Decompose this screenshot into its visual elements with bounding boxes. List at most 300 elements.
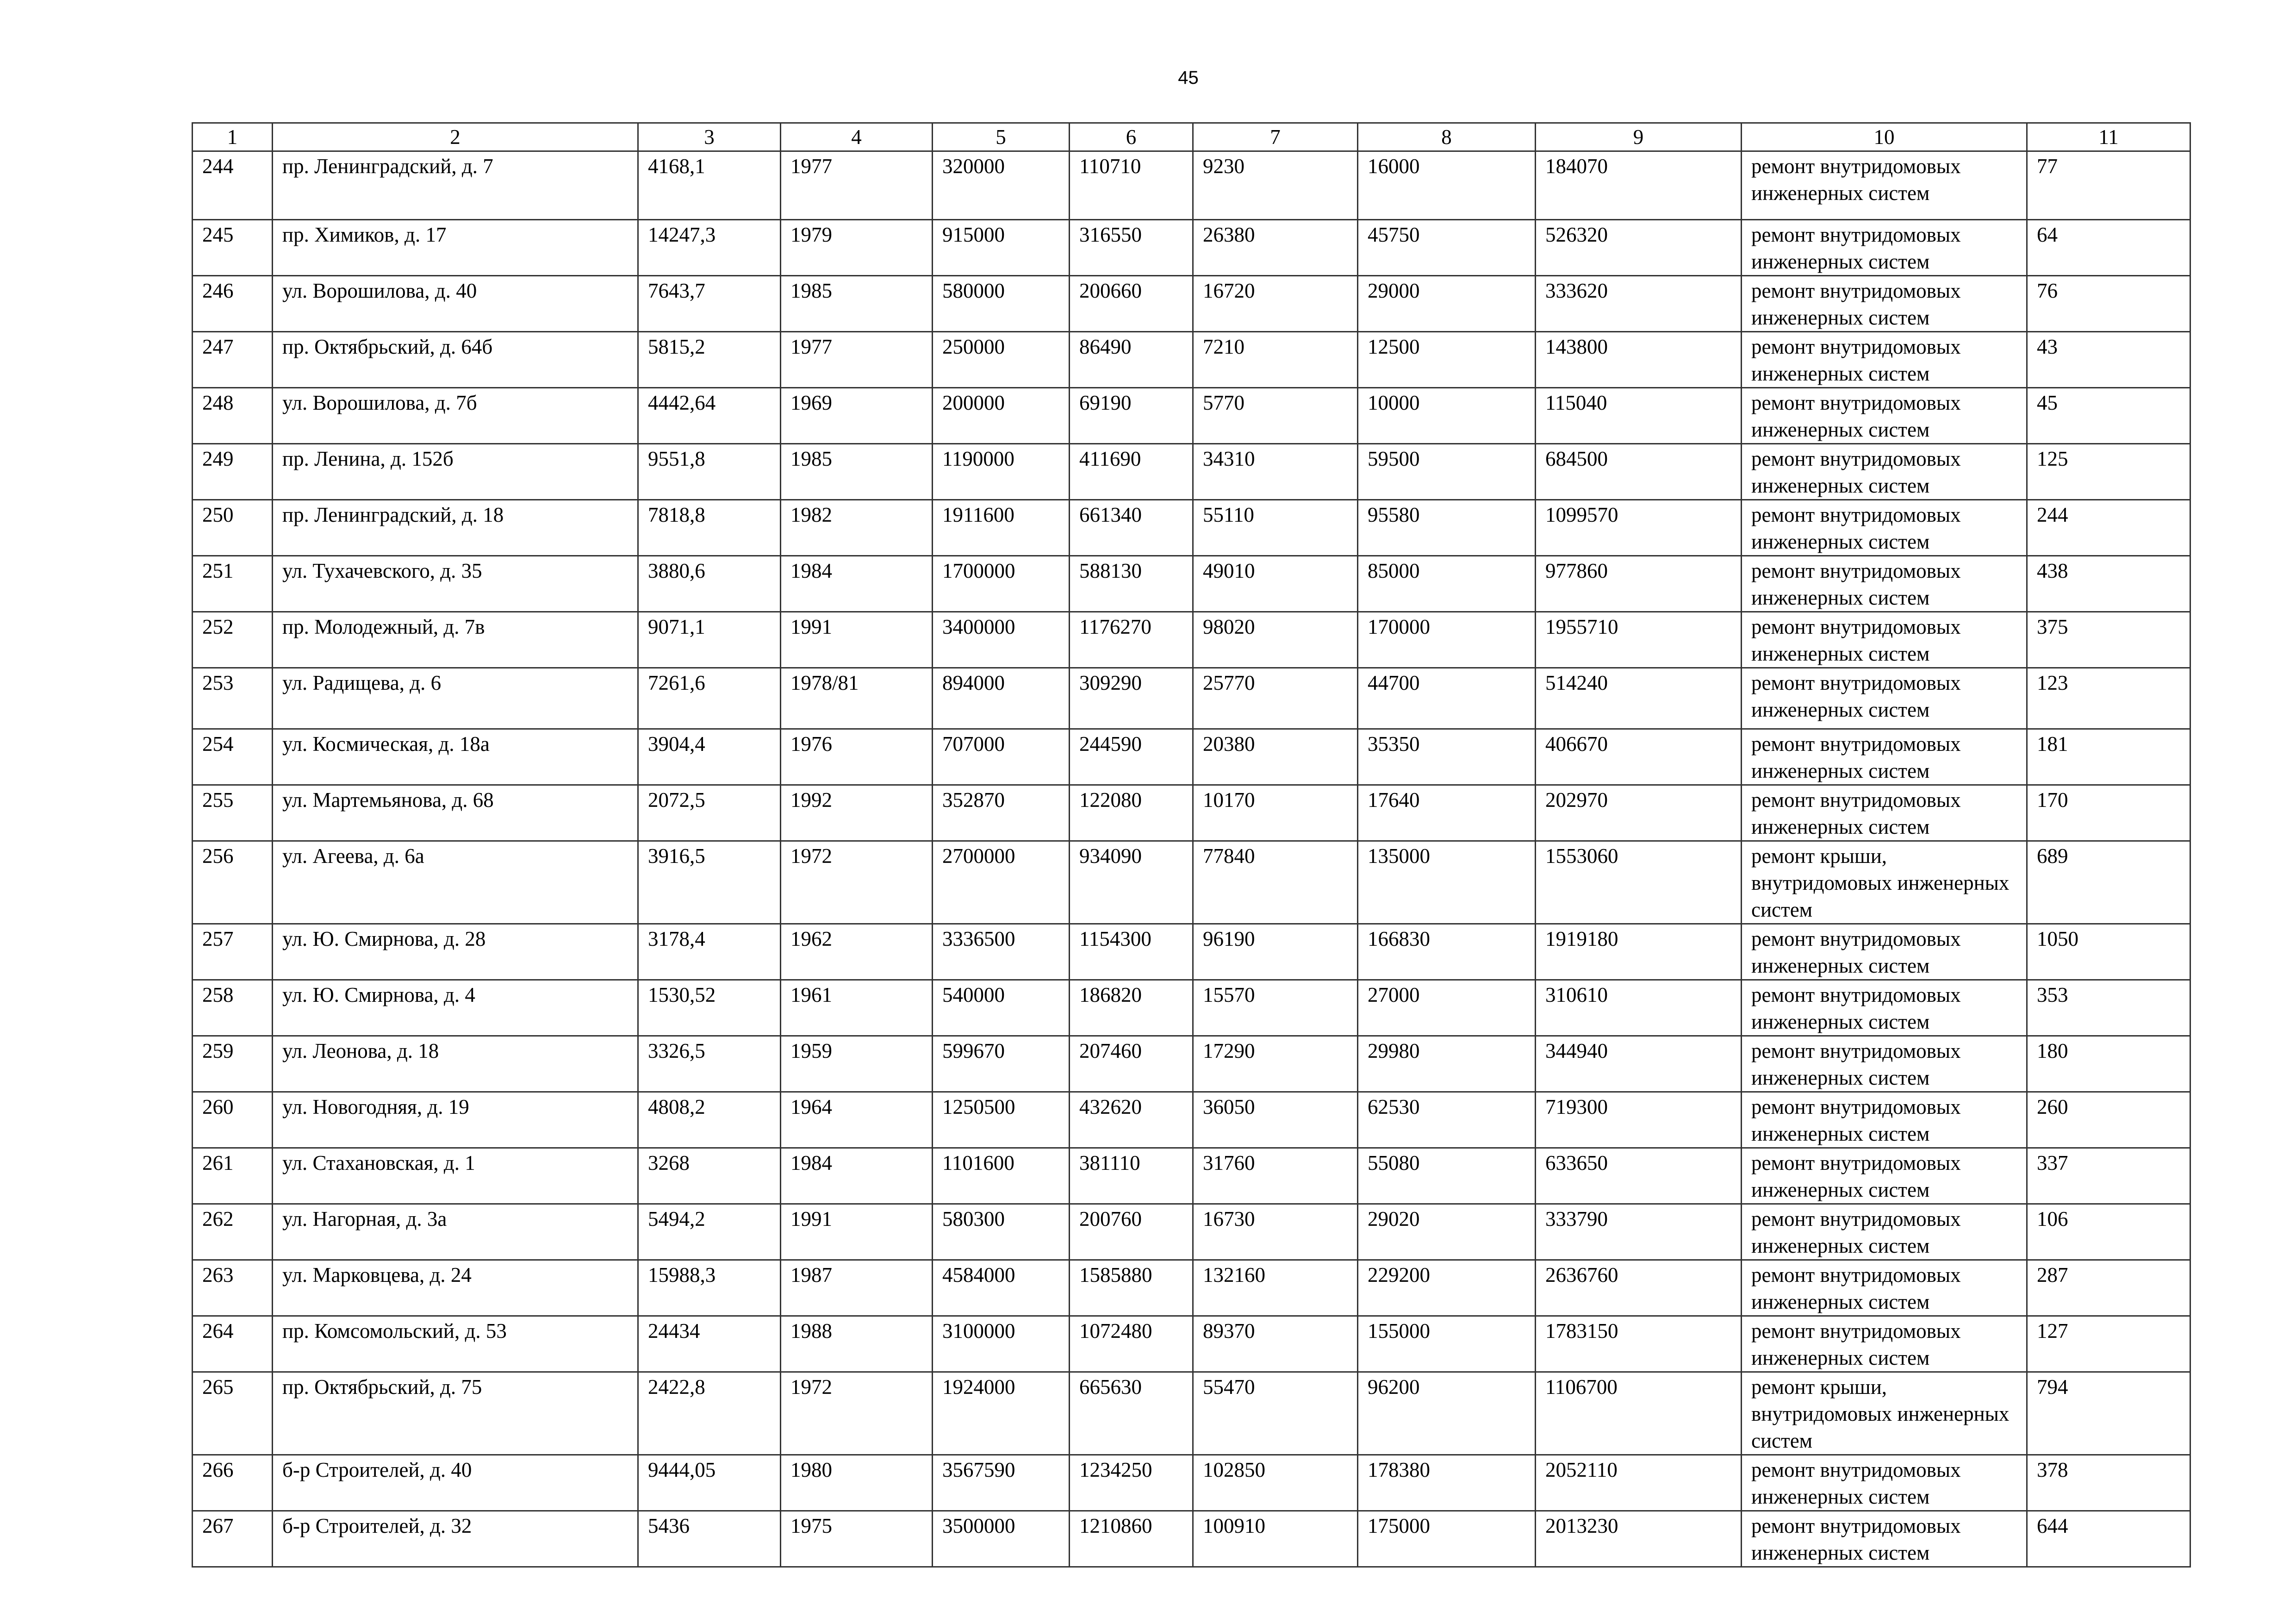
column-number-cell: 11 (2027, 123, 2190, 151)
table-cell: 249 (193, 444, 273, 500)
table-cell: 95580 (1358, 500, 1536, 556)
table-cell: 1190000 (933, 444, 1070, 500)
table-cell: 287 (2027, 1260, 2190, 1316)
table-cell: 246 (193, 276, 273, 332)
table-cell: 1991 (781, 1204, 933, 1260)
table-cell: ул. Нагорная, д. 3а (273, 1204, 638, 1260)
table-cell: 100910 (1193, 1511, 1358, 1567)
table-cell: 526320 (1536, 220, 1742, 276)
table-cell: 55080 (1358, 1148, 1536, 1204)
table-cell: 35350 (1358, 729, 1536, 785)
table-cell: 4442,64 (638, 388, 781, 444)
table-cell: ремонт внутридомовых инженерных систем (1742, 444, 2027, 500)
table-cell: 3880,6 (638, 556, 781, 612)
table-cell: 229200 (1358, 1260, 1536, 1316)
table-cell: б-р Строителей, д. 40 (273, 1455, 638, 1511)
page-number: 45 (1178, 68, 1199, 88)
table-cell: ремонт внутридомовых инженерных систем (1742, 612, 2027, 668)
table-cell: 406670 (1536, 729, 1742, 785)
table-cell: 26380 (1193, 220, 1358, 276)
table-cell: 24434 (638, 1316, 781, 1372)
table-cell: ул. Ворошилова, д. 7б (273, 388, 638, 444)
table-cell: пр. Ленинградский, д. 18 (273, 500, 638, 556)
table-cell: 3326,5 (638, 1036, 781, 1092)
table-row (193, 388, 2190, 444)
table-cell: 135000 (1358, 841, 1536, 924)
table-cell: ремонт внутридомовых инженерных систем (1742, 1204, 2027, 1260)
column-number-cell: 10 (1742, 123, 2027, 151)
table-cell: пр. Химиков, д. 17 (273, 220, 638, 276)
table-cell: 1210860 (1070, 1511, 1193, 1567)
table-cell: 514240 (1536, 668, 1742, 729)
table-cell: 12500 (1358, 332, 1536, 388)
table-cell: 1980 (781, 1455, 933, 1511)
table-row (193, 1260, 2190, 1316)
table-cell: 180 (2027, 1036, 2190, 1092)
table-cell: 155000 (1358, 1316, 1536, 1372)
table-cell: 9551,8 (638, 444, 781, 500)
table-cell: 1585880 (1070, 1260, 1193, 1316)
table-cell: 1964 (781, 1092, 933, 1148)
table-cell: 3500000 (933, 1511, 1070, 1567)
table-cell: 1962 (781, 924, 933, 980)
table-cell: 86490 (1070, 332, 1193, 388)
table-cell: 106 (2027, 1204, 2190, 1260)
table-cell: ул. Тухачевского, д. 35 (273, 556, 638, 612)
table-cell: ремонт внутридомовых инженерных систем (1742, 1260, 2027, 1316)
table-row (193, 841, 2190, 924)
table-cell: 5494,2 (638, 1204, 781, 1260)
table-cell: 29020 (1358, 1204, 1536, 1260)
table-cell: 310610 (1536, 980, 1742, 1036)
table-cell: 16720 (1193, 276, 1358, 332)
table-cell: ул. Новогодняя, д. 19 (273, 1092, 638, 1148)
table-cell: ремонт внутридомовых инженерных систем (1742, 924, 2027, 980)
table-cell: 89370 (1193, 1316, 1358, 1372)
table-cell: ремонт внутридомовых инженерных систем (1742, 220, 2027, 276)
table-cell: 260 (2027, 1092, 2190, 1148)
table-cell: 143800 (1536, 332, 1742, 388)
table-cell: 122080 (1070, 785, 1193, 841)
table-cell: 10170 (1193, 785, 1358, 841)
table-cell: 7261,6 (638, 668, 781, 729)
table-cell: 580000 (933, 276, 1070, 332)
table-cell: 4808,2 (638, 1092, 781, 1148)
table-cell: 1988 (781, 1316, 933, 1372)
table-cell: 29000 (1358, 276, 1536, 332)
table-cell: 934090 (1070, 841, 1193, 924)
table-cell: 1072480 (1070, 1316, 1193, 1372)
table-cell: ул. Мартемьянова, д. 68 (273, 785, 638, 841)
table-row (193, 556, 2190, 612)
table-cell: 247 (193, 332, 273, 388)
table-cell: 915000 (933, 220, 1070, 276)
table-row (193, 1036, 2190, 1092)
table-cell: ремонт внутридомовых инженерных систем (1742, 332, 2027, 388)
table-cell: 127 (2027, 1316, 2190, 1372)
table-cell: 207460 (1070, 1036, 1193, 1092)
table-cell: ремонт внутридомовых инженерных систем (1742, 151, 2027, 220)
table-cell: 245 (193, 220, 273, 276)
table-cell: 45750 (1358, 220, 1536, 276)
table-cell: 3336500 (933, 924, 1070, 980)
table-cell: ремонт внутридомовых инженерных систем (1742, 1455, 2027, 1511)
table-cell: 77840 (1193, 841, 1358, 924)
table-cell: 77 (2027, 151, 2190, 220)
table-cell: 15570 (1193, 980, 1358, 1036)
table-cell: 257 (193, 924, 273, 980)
table-row (193, 1148, 2190, 1204)
table-cell: 3268 (638, 1148, 781, 1204)
table-cell: 381110 (1070, 1148, 1193, 1204)
table-cell: 64 (2027, 220, 2190, 276)
table-cell: 14247,3 (638, 220, 781, 276)
table-cell: 27000 (1358, 980, 1536, 1036)
table-cell: 49010 (1193, 556, 1358, 612)
column-number-cell: 7 (1193, 123, 1358, 151)
table-cell: ул. Ворошилова, д. 40 (273, 276, 638, 332)
table-cell: 707000 (933, 729, 1070, 785)
table-cell: 1919180 (1536, 924, 1742, 980)
table-cell: 123 (2027, 668, 2190, 729)
table-cell: 375 (2027, 612, 2190, 668)
table-row (193, 276, 2190, 332)
table-cell: ремонт внутридомовых инженерных систем (1742, 1316, 2027, 1372)
table-row (193, 729, 2190, 785)
table-cell: 2072,5 (638, 785, 781, 841)
table-cell: 309290 (1070, 668, 1193, 729)
table-row (193, 1455, 2190, 1511)
table-cell: 43 (2027, 332, 2190, 388)
table-cell: 29980 (1358, 1036, 1536, 1092)
table-cell: пр. Молодежный, д. 7в (273, 612, 638, 668)
table-cell: 17290 (1193, 1036, 1358, 1092)
table-cell: пр. Ленина, д. 152б (273, 444, 638, 500)
table-cell: 266 (193, 1455, 273, 1511)
table-row (193, 1316, 2190, 1372)
table-cell: ремонт внутридомовых инженерных систем (1742, 1092, 2027, 1148)
table-cell: 344940 (1536, 1036, 1742, 1092)
table-cell: 316550 (1070, 220, 1193, 276)
table-cell: 265 (193, 1372, 273, 1455)
table-cell: 252 (193, 612, 273, 668)
table-cell: 337 (2027, 1148, 2190, 1204)
table-cell: 7818,8 (638, 500, 781, 556)
table-cell: 1984 (781, 1148, 933, 1204)
table-cell: ул. Ю. Смирнова, д. 4 (273, 980, 638, 1036)
table-cell: пр. Октябрьский, д. 75 (273, 1372, 638, 1455)
table-cell: 200760 (1070, 1204, 1193, 1260)
table-cell: 98020 (1193, 612, 1358, 668)
table-cell: 1530,52 (638, 980, 781, 1036)
table-cell: 661340 (1070, 500, 1193, 556)
table-cell: 1959 (781, 1036, 933, 1092)
table-cell: 432620 (1070, 1092, 1193, 1148)
table-cell: 200660 (1070, 276, 1193, 332)
table-cell: 3904,4 (638, 729, 781, 785)
table-cell: 9444,05 (638, 1455, 781, 1511)
table-cell: ул. Космическая, д. 18а (273, 729, 638, 785)
table-cell: 254 (193, 729, 273, 785)
table-cell: 2636760 (1536, 1260, 1742, 1316)
table-cell: 4584000 (933, 1260, 1070, 1316)
table-cell: 31760 (1193, 1148, 1358, 1204)
table-cell: 15988,3 (638, 1260, 781, 1316)
table-cell: ремонт внутридомовых инженерных систем (1742, 388, 2027, 444)
table-cell: 250 (193, 500, 273, 556)
table-cell: 55110 (1193, 500, 1358, 556)
table-row (193, 924, 2190, 980)
table-row (193, 668, 2190, 729)
table-cell: 258 (193, 980, 273, 1036)
table-cell: 1975 (781, 1511, 933, 1567)
table-cell: 34310 (1193, 444, 1358, 500)
table-cell: ул. Леонова, д. 18 (273, 1036, 638, 1092)
column-number-row (193, 123, 2190, 151)
table-row (193, 332, 2190, 388)
table-cell: ул. Стахановская, д. 1 (273, 1148, 638, 1204)
table-cell: 1985 (781, 276, 933, 332)
table-cell: 1553060 (1536, 841, 1742, 924)
table-cell: 175000 (1358, 1511, 1536, 1567)
table-cell: 333620 (1536, 276, 1742, 332)
table-cell: 186820 (1070, 980, 1193, 1036)
table-cell: 378 (2027, 1455, 2190, 1511)
table-row (193, 1511, 2190, 1567)
table-row (193, 785, 2190, 841)
table-cell: 2013230 (1536, 1511, 1742, 1567)
table-cell: ремонт внутридомовых инженерных систем (1742, 668, 2027, 729)
table-cell: ремонт внутридомовых инженерных систем (1742, 500, 2027, 556)
table-cell: 248 (193, 388, 273, 444)
table-cell: пр. Ленинградский, д. 7 (273, 151, 638, 220)
table-cell: 599670 (933, 1036, 1070, 1092)
table-row (193, 151, 2190, 220)
table-cell: 1991 (781, 612, 933, 668)
table-cell: 5770 (1193, 388, 1358, 444)
table-cell: 1969 (781, 388, 933, 444)
table-cell: 1961 (781, 980, 933, 1036)
table-cell: 540000 (933, 980, 1070, 1036)
table-cell: ремонт внутридомовых инженерных систем (1742, 1148, 2027, 1204)
table-cell: 260 (193, 1092, 273, 1148)
table-cell: ремонт внутридомовых инженерных систем (1742, 980, 2027, 1036)
table-cell: 17640 (1358, 785, 1536, 841)
table-cell: 259 (193, 1036, 273, 1092)
table-cell: 3567590 (933, 1455, 1070, 1511)
table-cell: ремонт крыши, внутридомовых инженерных систем (1742, 1372, 2027, 1455)
table-cell: 1992 (781, 785, 933, 841)
table-cell: ул. Радищева, д. 6 (273, 668, 638, 729)
table-cell: пр. Октябрьский, д. 64б (273, 332, 638, 388)
column-number-cell: 5 (933, 123, 1070, 151)
table-cell: 110710 (1070, 151, 1193, 220)
table-cell: 125 (2027, 444, 2190, 500)
table-cell: 256 (193, 841, 273, 924)
table-cell: 3100000 (933, 1316, 1070, 1372)
table-cell: 1978/81 (781, 668, 933, 729)
table-cell: 1984 (781, 556, 933, 612)
table-cell: 96190 (1193, 924, 1358, 980)
table-cell: 2422,8 (638, 1372, 781, 1455)
table-row (193, 1092, 2190, 1148)
table-cell: 184070 (1536, 151, 1742, 220)
table-cell: 200000 (933, 388, 1070, 444)
table-cell: ремонт крыши, внутридомовых инженерных систем (1742, 841, 2027, 924)
table-cell: 251 (193, 556, 273, 612)
table-cell: 689 (2027, 841, 2190, 924)
table-cell: ремонт внутридомовых инженерных систем (1742, 729, 2027, 785)
column-number-cell: 4 (781, 123, 933, 151)
table-cell: 1106700 (1536, 1372, 1742, 1455)
table-cell: 1977 (781, 332, 933, 388)
table-cell: 59500 (1358, 444, 1536, 500)
table-cell: 3916,5 (638, 841, 781, 924)
table-cell: 1250500 (933, 1092, 1070, 1148)
table-row (193, 444, 2190, 500)
table-cell: 633650 (1536, 1148, 1742, 1204)
table-cell: 267 (193, 1511, 273, 1567)
table-cell: ул. Агеева, д. 6а (273, 841, 638, 924)
table-cell: 1154300 (1070, 924, 1193, 980)
table-cell: 894000 (933, 668, 1070, 729)
table-cell: 10000 (1358, 388, 1536, 444)
column-number-cell: 3 (638, 123, 781, 151)
table-cell: 1982 (781, 500, 933, 556)
table-cell: ремонт внутридомовых инженерных систем (1742, 556, 2027, 612)
table-cell: 1979 (781, 220, 933, 276)
housing-repair-table (192, 122, 2191, 1568)
column-number-cell: 1 (193, 123, 273, 151)
table-cell: 253 (193, 668, 273, 729)
table-cell: 181 (2027, 729, 2190, 785)
table-cell: 264 (193, 1316, 273, 1372)
table-cell: 1977 (781, 151, 933, 220)
table-cell: 320000 (933, 151, 1070, 220)
table-row (193, 220, 2190, 276)
table-cell: ремонт внутридомовых инженерных систем (1742, 785, 2027, 841)
table-cell: пр. Комсомольский, д. 53 (273, 1316, 638, 1372)
table-row (193, 980, 2190, 1036)
table-cell: 333790 (1536, 1204, 1742, 1260)
table-cell: 20380 (1193, 729, 1358, 785)
table-cell: 1050 (2027, 924, 2190, 980)
table-cell: 250000 (933, 332, 1070, 388)
table-cell: 7210 (1193, 332, 1358, 388)
table-cell: 1099570 (1536, 500, 1742, 556)
table-cell: 1972 (781, 841, 933, 924)
table-cell: 1234250 (1070, 1455, 1193, 1511)
table-cell: 1176270 (1070, 612, 1193, 668)
table-cell: 69190 (1070, 388, 1193, 444)
table-cell: 36050 (1193, 1092, 1358, 1148)
table-cell: 16730 (1193, 1204, 1358, 1260)
table-cell: 132160 (1193, 1260, 1358, 1316)
table-cell: ул. Ю. Смирнова, д. 28 (273, 924, 638, 980)
table-cell: 166830 (1358, 924, 1536, 980)
table-cell: 1987 (781, 1260, 933, 1316)
table-cell: 202970 (1536, 785, 1742, 841)
table-cell: 4168,1 (638, 151, 781, 220)
table-cell: 255 (193, 785, 273, 841)
table-cell: 5815,2 (638, 332, 781, 388)
table-cell: 102850 (1193, 1455, 1358, 1511)
table-cell: 644 (2027, 1511, 2190, 1567)
table-row (193, 1372, 2190, 1455)
table-cell: 684500 (1536, 444, 1742, 500)
table-cell: 262 (193, 1204, 273, 1260)
table-cell: 9071,1 (638, 612, 781, 668)
table-cell: 352870 (933, 785, 1070, 841)
table-cell: 1955710 (1536, 612, 1742, 668)
table-cell: 9230 (1193, 151, 1358, 220)
table-cell: 25770 (1193, 668, 1358, 729)
table-cell: 76 (2027, 276, 2190, 332)
table-cell: 85000 (1358, 556, 1536, 612)
table-cell: 1985 (781, 444, 933, 500)
table-cell: 2700000 (933, 841, 1070, 924)
table-cell: 588130 (1070, 556, 1193, 612)
table-cell: ремонт внутридомовых инженерных систем (1742, 1511, 2027, 1567)
table-cell: 1911600 (933, 500, 1070, 556)
table-cell: ремонт внутридомовых инженерных систем (1742, 276, 2027, 332)
table-cell: ул. Марковцева, д. 24 (273, 1260, 638, 1316)
table-cell: 1972 (781, 1372, 933, 1455)
table-cell: 96200 (1358, 1372, 1536, 1455)
table-cell: 1924000 (933, 1372, 1070, 1455)
table-cell: 2052110 (1536, 1455, 1742, 1511)
table-cell: 580300 (933, 1204, 1070, 1260)
column-number-cell: 6 (1070, 123, 1193, 151)
table-cell: 7643,7 (638, 276, 781, 332)
table-cell: 170000 (1358, 612, 1536, 668)
table-cell: 665630 (1070, 1372, 1193, 1455)
table-cell: 3400000 (933, 612, 1070, 668)
table-cell: 244 (193, 151, 273, 220)
column-number-cell: 2 (273, 123, 638, 151)
table-cell: 411690 (1070, 444, 1193, 500)
table-cell: 244590 (1070, 729, 1193, 785)
table-cell: 1976 (781, 729, 933, 785)
table-cell: 45 (2027, 388, 2190, 444)
table-cell: б-р Строителей, д. 32 (273, 1511, 638, 1567)
table-cell: 353 (2027, 980, 2190, 1036)
table-cell: 3178,4 (638, 924, 781, 980)
table-row (193, 612, 2190, 668)
table-cell: 261 (193, 1148, 273, 1204)
table-cell: 44700 (1358, 668, 1536, 729)
table-cell: 1700000 (933, 556, 1070, 612)
table-cell: 170 (2027, 785, 2190, 841)
column-number-cell: 9 (1536, 123, 1742, 151)
table-row (193, 1204, 2190, 1260)
column-number-cell: 8 (1358, 123, 1536, 151)
table-cell: 263 (193, 1260, 273, 1316)
table-cell: 5436 (638, 1511, 781, 1567)
table-cell: 178380 (1358, 1455, 1536, 1511)
table-cell: 977860 (1536, 556, 1742, 612)
table-cell: 62530 (1358, 1092, 1536, 1148)
table-cell: 115040 (1536, 388, 1742, 444)
table-cell: 438 (2027, 556, 2190, 612)
table-cell: 1101600 (933, 1148, 1070, 1204)
table-row (193, 500, 2190, 556)
table-cell: 55470 (1193, 1372, 1358, 1455)
table-cell: 244 (2027, 500, 2190, 556)
table-cell: 794 (2027, 1372, 2190, 1455)
table-cell: 16000 (1358, 151, 1536, 220)
table-cell: 719300 (1536, 1092, 1742, 1148)
